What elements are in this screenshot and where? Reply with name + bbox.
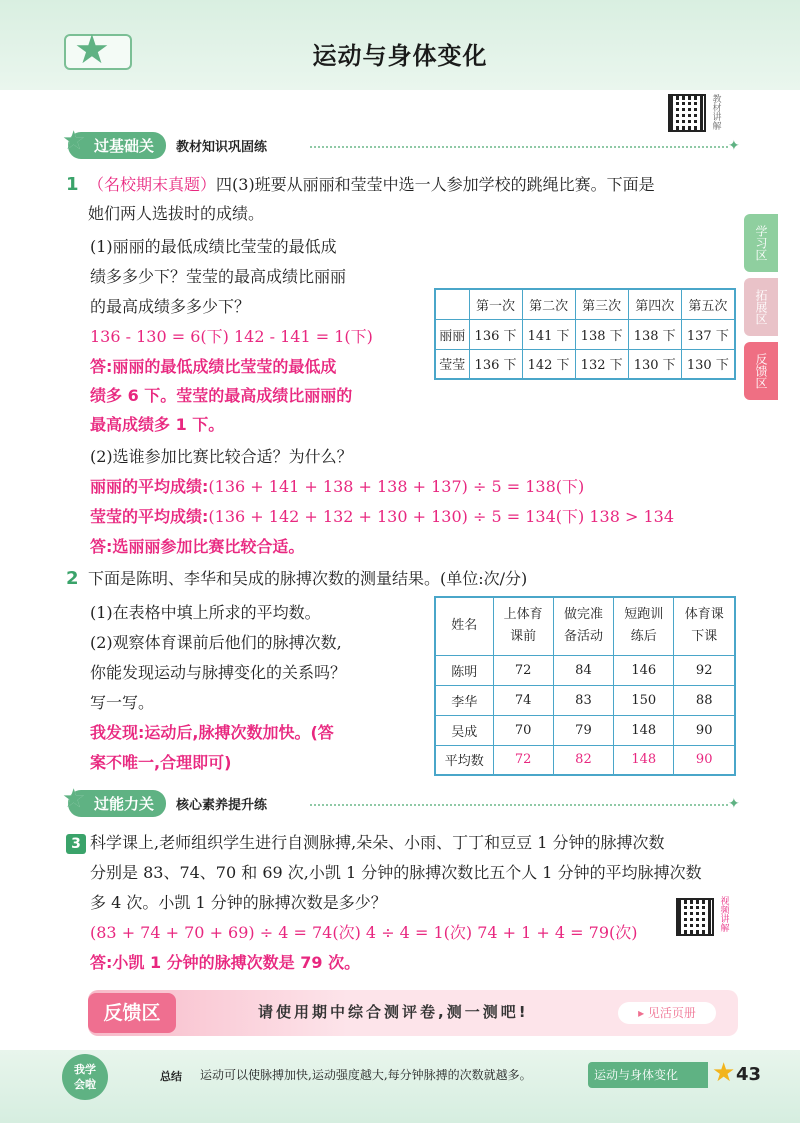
table-cell: 88: [674, 685, 735, 715]
table-cell: 72: [493, 655, 553, 685]
star-icon: ★: [62, 783, 86, 814]
table-cell: 丽丽: [435, 319, 469, 349]
table-header-cell: 第二次: [522, 289, 575, 319]
table-header-cell: 上体育 课前: [493, 597, 553, 655]
table-cell: 132 下: [575, 349, 628, 379]
q3-stem-line1: 科学课上,老师组织学生进行自测脉搏,朵朵、小雨、丁丁和豆豆 1 分钟的脉搏次数: [90, 833, 665, 852]
q3-calc: (83 + 74 + 70 + 69) ÷ 4 = 74(次) 4 ÷ 4 = 1(次) 74 + 1 + 4 = 79(次): [90, 923, 638, 942]
section-tag: ★ 过基础关: [68, 132, 166, 159]
table-header-cell: 第五次: [681, 289, 735, 319]
table-header-cell: 姓名: [435, 597, 493, 655]
table-cell: 146: [614, 655, 674, 685]
star-icon: ✦: [728, 796, 740, 812]
average-answer-cell: 82: [553, 745, 613, 775]
q1-part2-answer-line1: 丽丽的平均成绩:(136 + 141 + 138 + 138 + 137) ÷ 5 = 138(下): [90, 477, 585, 496]
summary-text: 运动可以使脉搏加快,运动强度越大,每分钟脉搏的次数就越多。: [200, 1068, 532, 1082]
question-number: 3: [66, 834, 86, 854]
table-cell: 137 下: [681, 319, 735, 349]
feedback-tag: 反馈区: [88, 993, 176, 1033]
section-divider: [310, 804, 728, 806]
table-cell: 74: [493, 685, 553, 715]
side-tab-feedback[interactable]: 反馈区: [744, 342, 778, 400]
section-header-ability: [62, 783, 268, 816]
q1-stem: （名校期末真题）四(3)班要从丽丽和莹莹中选一人参加学校的跳绳比赛。下面是: [88, 175, 655, 194]
question-number: 2: [66, 568, 79, 589]
table-cell: 148: [614, 715, 674, 745]
q1-part1-answer-line1: 答:丽丽的最低成绩比莹莹的最低成: [90, 357, 337, 376]
table-cell: 90: [674, 715, 735, 745]
table-header-cell: [435, 289, 469, 319]
question-number: 1: [66, 174, 79, 195]
table-row: [435, 715, 735, 745]
table-row: [435, 655, 735, 685]
q1-part1-line2: 绩多多少下？莹莹的最高成绩比丽丽: [90, 267, 347, 286]
table-header-cell: 第四次: [628, 289, 681, 319]
qr-label: 教材讲解: [710, 94, 721, 130]
table-cell: 莹莹: [435, 349, 469, 379]
q2-part1: (1)在表格中填上所求的平均数。: [90, 603, 321, 622]
table-cell: 84: [553, 655, 613, 685]
q1-part2-answer-line3: 答:选丽丽参加比赛比较合适。: [90, 537, 305, 556]
q2-answer-line2: 案不唯一,合理即可): [90, 753, 232, 772]
table-cell: 130 下: [628, 349, 681, 379]
summary-label: 总结: [160, 1070, 182, 1083]
star-mascot-icon: ★: [74, 27, 110, 73]
table-cell: 138 下: [628, 319, 681, 349]
q1-part1-line3: 的最高成绩多多少下？: [90, 297, 251, 316]
q2-part2-line3: 写一写。: [90, 693, 155, 712]
q1-part1-answer-line2: 绩多 6 下。莹莹的最高成绩比丽丽的: [90, 386, 353, 405]
table-cell: 141 下: [522, 319, 575, 349]
qr-label: 视频讲解: [718, 896, 729, 932]
side-tab-extend[interactable]: 拓展区: [744, 278, 778, 336]
learned-badge: 我学 会啦: [62, 1054, 108, 1100]
feedback-text: 请使用期中综合测评卷,测一测吧!: [258, 1003, 529, 1021]
average-answer-cell: 90: [674, 745, 735, 775]
section-header-basic: [62, 125, 268, 158]
average-answer-cell: 148: [614, 745, 674, 775]
table-cell: 70: [493, 715, 553, 745]
table-header-cell: 第一次: [469, 289, 522, 319]
table-cell: 平均数: [435, 745, 493, 775]
table-cell: 83: [553, 685, 613, 715]
page-title: 运动与身体变化: [312, 42, 488, 70]
footer-topic: 运动与身体变化: [588, 1062, 708, 1088]
play-icon: ▸: [638, 1006, 648, 1020]
page-number: 43: [736, 1064, 762, 1085]
table-cell: 142 下: [522, 349, 575, 379]
average-answer-cell: 72: [493, 745, 553, 775]
star-icon: ✦: [728, 138, 740, 154]
q2-answer-line1: 我发现:运动后,脉搏次数加快。(答: [90, 723, 334, 742]
table-cell: 79: [553, 715, 613, 745]
q1-part2: (2)选谁参加比赛比较合适？为什么？: [90, 447, 353, 466]
q1-part1-line1: (1)丽丽的最低成绩比莹莹的最低成: [90, 237, 337, 256]
q3-stem-line3: 多 4 次。小凯 1 分钟的脉搏次数是多少？: [90, 893, 387, 912]
qr-code-icon[interactable]: [668, 94, 706, 132]
table-cell: 130 下: [681, 349, 735, 379]
see-workbook-button[interactable]: ▸ 见活页册: [618, 1002, 716, 1024]
q2-stem: 下面是陈明、李华和吴成的脉搏次数的测量结果。(单位:次/分): [88, 569, 528, 588]
table-row: [435, 685, 735, 715]
q3-answer: 答:小凯 1 分钟的脉搏次数是 79 次。: [90, 953, 361, 972]
side-tabs: [744, 214, 778, 406]
table-cell: 92: [674, 655, 735, 685]
table-cell: 136 下: [469, 349, 522, 379]
table-cell: 李华: [435, 685, 493, 715]
table-cell: 138 下: [575, 319, 628, 349]
table-header-cell: 短跑训 练后: [614, 597, 674, 655]
section-subtitle: 教材知识巩固练: [176, 139, 268, 155]
table-row-average: [435, 745, 735, 775]
section-divider: [310, 146, 728, 148]
section-tag: ★ 过能力关: [68, 790, 166, 817]
table-row: [435, 349, 735, 379]
star-icon: ★: [62, 125, 86, 156]
q1-part1-answer-line3: 最高成绩多 1 下。: [90, 415, 225, 434]
table-row: [435, 319, 735, 349]
table-header-cell: 做完准 备活动: [553, 597, 613, 655]
table-cell: 136 下: [469, 319, 522, 349]
table-header-cell: 第三次: [575, 289, 628, 319]
table-cell: 陈明: [435, 655, 493, 685]
star-mascot-icon: ★: [712, 1058, 736, 1088]
q1-score-table: [434, 288, 736, 380]
q1-stem-line2: 她们两人选拔时的成绩。: [88, 204, 265, 223]
table-header-cell: 体育课 下课: [674, 597, 735, 655]
qr-code-icon[interactable]: [676, 898, 714, 936]
q1-part2-answer-line2: 莹莹的平均成绩:(136 + 142 + 132 + 130 + 130) ÷ 5 = 134(下) 138 > 134: [90, 507, 675, 526]
section-subtitle: 核心素养提升练: [176, 797, 268, 813]
q2-pulse-table: [434, 596, 736, 776]
q1-part1-calc: 136 - 130 = 6(下) 142 - 141 = 1(下): [90, 327, 373, 346]
side-tab-study[interactable]: 学习区: [744, 214, 778, 272]
q2-part2-line2: 你能发现运动与脉搏变化的关系吗？: [90, 663, 347, 682]
table-cell: 吴成: [435, 715, 493, 745]
table-cell: 150: [614, 685, 674, 715]
q3-stem-line2: 分别是 83、74、70 和 69 次,小凯 1 分钟的脉搏次数比五个人 1 分钟的平均脉搏次数: [90, 863, 702, 882]
q2-part2-line1: (2)观察体育课前后他们的脉搏次数,: [90, 633, 342, 652]
